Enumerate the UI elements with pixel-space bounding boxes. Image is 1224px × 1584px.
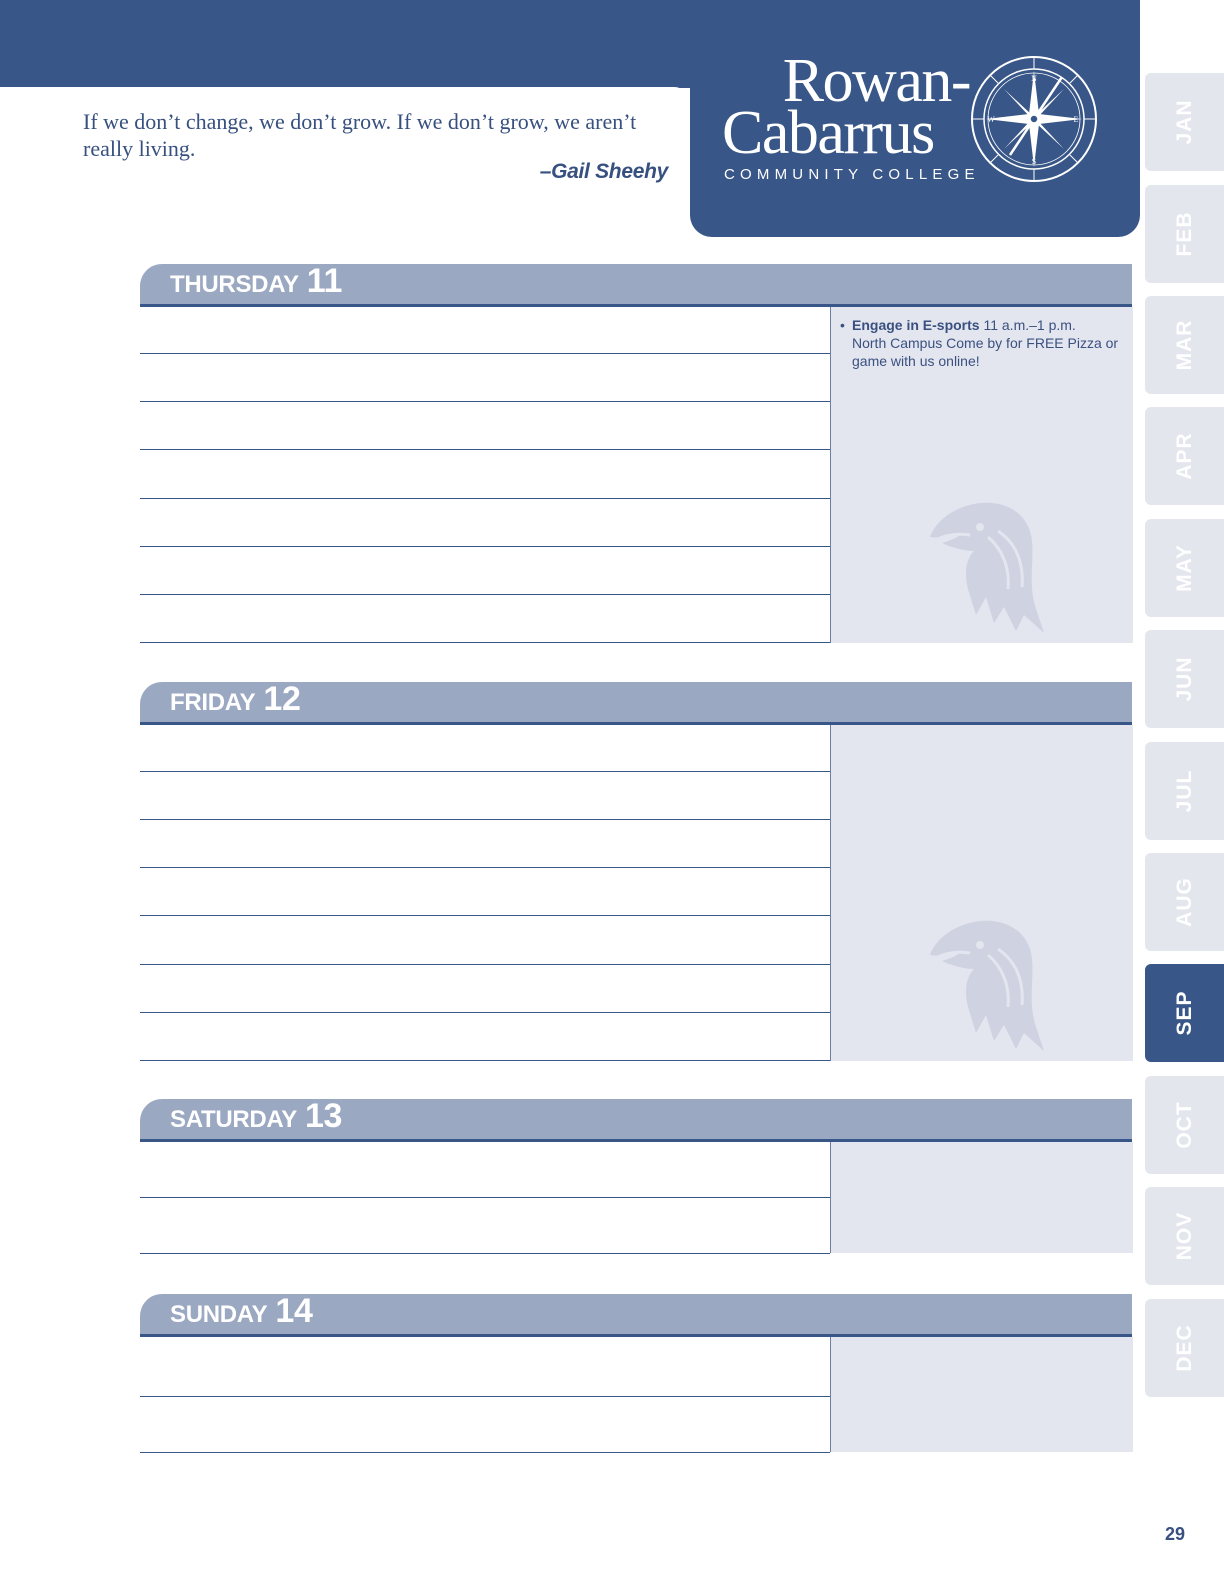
day-number: 14 [275, 1292, 313, 1330]
bullet: • [840, 317, 845, 333]
tab-jun[interactable] [1145, 630, 1224, 728]
tab-jan[interactable] [1145, 73, 1224, 171]
compass-rose-icon [970, 55, 1098, 183]
compass-w: W [987, 115, 995, 124]
day-name-text: SUNDAY [170, 1301, 268, 1328]
tab-label: NOV [1172, 1211, 1196, 1261]
day-number: 12 [263, 680, 301, 718]
day-header-thursday [140, 264, 1132, 307]
tab-dec[interactable] [1145, 1299, 1224, 1397]
compass-s: S [1031, 157, 1037, 166]
notes-panel-saturday [830, 1142, 1133, 1253]
writing-line [140, 1452, 830, 1453]
college-logo-subtitle: COMMUNITY COLLEGE [724, 166, 980, 183]
day-header-saturday [140, 1099, 1132, 1142]
tab-label: OCT [1172, 1101, 1196, 1149]
writing-line [140, 819, 830, 820]
tab-sep[interactable] [1145, 964, 1224, 1062]
day-name [170, 1097, 342, 1136]
event-item [840, 316, 1125, 370]
event-title: Engage in E-sports [852, 317, 980, 333]
tab-oct[interactable] [1145, 1076, 1224, 1174]
eagle-watermark-icon [918, 497, 1048, 637]
writing-line [140, 915, 830, 916]
college-logo-name [722, 47, 982, 167]
day-name [170, 262, 342, 301]
compass-n: N [1031, 74, 1037, 83]
tab-label: MAR [1172, 319, 1196, 371]
tab-label: JUN [1172, 656, 1196, 702]
event-details: North Campus Come by for FREE Pizza or game with us online! [852, 335, 1119, 369]
tab-apr[interactable] [1145, 407, 1224, 505]
logo-name-line1: Rowan- [782, 47, 970, 115]
tab-mar[interactable] [1145, 296, 1224, 394]
day-name-text: FRIDAY [170, 689, 256, 716]
writing-line [140, 1253, 830, 1254]
quote-author: –Gail Sheehy [539, 160, 668, 183]
writing-line [140, 401, 830, 402]
tab-nov[interactable] [1145, 1187, 1224, 1285]
day-header-sunday [140, 1294, 1132, 1337]
writing-line [140, 353, 830, 354]
day-number: 11 [306, 262, 343, 300]
tab-aug[interactable] [1145, 853, 1224, 951]
tab-label: APR [1172, 432, 1196, 480]
writing-line [140, 867, 830, 868]
notes-panel-sunday [830, 1337, 1133, 1452]
day-name [170, 680, 301, 719]
writing-line [140, 546, 830, 547]
writing-line [140, 771, 830, 772]
writing-line [140, 594, 830, 595]
tab-feb[interactable] [1145, 185, 1224, 283]
writing-line [140, 449, 830, 450]
writing-line [140, 1060, 830, 1061]
writing-line [140, 642, 830, 643]
writing-line [140, 1012, 830, 1013]
day-name-text: SATURDAY [170, 1106, 297, 1133]
compass-e: E [1073, 115, 1079, 124]
writing-line [140, 1396, 830, 1397]
day-name [170, 1292, 313, 1331]
day-name-text: THURSDAY [170, 271, 299, 298]
event-time: 11 a.m.–1 p.m. [983, 317, 1076, 333]
tab-label: AUG [1172, 877, 1196, 927]
eagle-watermark-icon [918, 915, 1048, 1055]
tab-label: DEC [1172, 1324, 1196, 1372]
logo-name-line2: Cabarrus [722, 99, 934, 167]
tab-label: MAY [1172, 544, 1196, 592]
writing-line [140, 498, 830, 499]
page-number: 29 [1165, 1524, 1186, 1544]
writing-line [140, 1197, 830, 1198]
tab-label: JAN [1172, 99, 1196, 145]
quote-text: If we don’t change, we don’t grow. If we don’t grow, we aren’t really living. [83, 109, 637, 161]
tab-label: JUL [1172, 769, 1196, 813]
writing-line [140, 964, 830, 965]
tab-jul[interactable] [1145, 742, 1224, 840]
tab-may[interactable] [1145, 519, 1224, 617]
day-number: 13 [304, 1097, 343, 1135]
tab-label: SEP [1172, 990, 1196, 1036]
tab-label: FEB [1172, 211, 1196, 257]
day-header-friday [140, 682, 1132, 725]
